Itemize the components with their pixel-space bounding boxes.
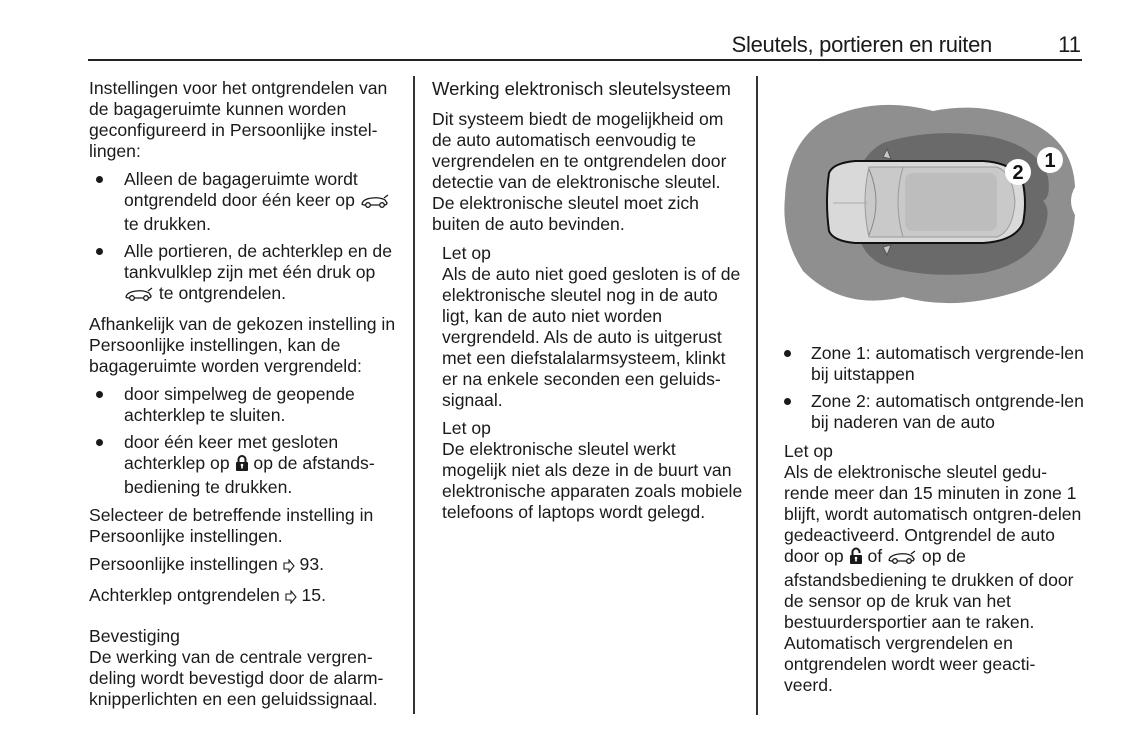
zone-1-label bbox=[1037, 147, 1063, 173]
note-text: De elektronische sleutel werkt mogelijk niet als deze in de buurt van elektronische apparaten zoals mobiele telefoons of laptops wordt gelegd. bbox=[442, 439, 743, 522]
column-divider bbox=[413, 76, 415, 714]
note-text: Als de auto niet goed gesloten is of de elektronische sleutel nog in de auto ligt, kan de auto niet worden vergrendeld. Als de auto is uitgerust met een diefstalalarmsysteem, klinkt er na enkele seconden een geluids-signaal. bbox=[442, 264, 741, 410]
system-intro: Dit systeem biedt de mogelijkheid om de auto automatisch eenvoudig te vergrendelen en te ontgrendelen door detectie van de elektronische sleutel. De elektronische sleutel moet zich buiten de auto bevinden. bbox=[432, 109, 727, 234]
bullet-icon bbox=[96, 439, 103, 446]
reference-link[interactable]: Achterklep ontgrendelen 15. bbox=[89, 585, 401, 609]
page-reference-arrow-icon bbox=[283, 557, 295, 578]
column-divider bbox=[756, 76, 758, 715]
list-item: door één keer met gesloten achterklep op op de afstands-bediening te drukken. bbox=[89, 432, 401, 498]
list-item: door simpelweg de geopende achterklep te sluiten. bbox=[89, 384, 401, 426]
car-tailgate-icon bbox=[124, 286, 154, 307]
column-3 bbox=[784, 343, 1084, 703]
trunk-unlock-intro: Instellingen voor het ontgrendelen van de bagageruimte kunnen worden geconfigureerd in Persoonlijke instel-lingen: bbox=[89, 78, 388, 161]
note-box bbox=[442, 243, 744, 411]
list-item: Alle portieren, de achterklep en de tankvulklep zijn met één druk op te ontgrendelen. bbox=[89, 241, 401, 307]
list-item: Alleen de bagageruimte wordt ontgrendeld door één keer op te drukken. bbox=[89, 169, 401, 235]
bullet-icon bbox=[784, 398, 791, 405]
section-heading: Werking elektronisch sleutelsysteem bbox=[432, 78, 731, 99]
confirmation-text: De werking van de centrale vergren-deling wordt bevestigd door de alarm-knipperlichten en een geluidssignaal. bbox=[89, 647, 384, 709]
select-setting-text: Selecteer de betreffende instelling in Persoonlijke instellingen. bbox=[89, 505, 374, 546]
page-number: 11 bbox=[1058, 32, 1081, 57]
trunk-lock-options bbox=[89, 384, 401, 498]
page-reference-arrow-icon bbox=[285, 588, 297, 609]
list-item: Zone 2: automatisch ontgrende-len bij naderen van de auto bbox=[784, 391, 1084, 433]
section-title: Sleutels, portieren en ruiten bbox=[731, 32, 992, 57]
reference-link[interactable]: Persoonlijke instellingen 93. bbox=[89, 554, 401, 578]
svg-text:1: 1 bbox=[1044, 150, 1056, 172]
header-divider bbox=[88, 59, 1082, 61]
trunk-lock-intro: Afhankelijk van de gekozen instelling in Persoonlijke instellingen, kan de bagageruimte worden vergrendeld: bbox=[89, 314, 396, 376]
list-item: Zone 1: automatisch vergrende-len bij uitstappen bbox=[784, 343, 1084, 385]
car-top-view bbox=[827, 149, 1025, 255]
column-1 bbox=[89, 78, 401, 717]
confirmation-heading: Bevestiging bbox=[89, 626, 180, 646]
car-tailgate-icon bbox=[360, 193, 390, 214]
note-title: Let op bbox=[442, 418, 491, 438]
bullet-icon bbox=[96, 391, 103, 398]
bullet-icon bbox=[96, 248, 103, 255]
lock-closed-icon bbox=[235, 454, 249, 477]
note-box bbox=[442, 418, 744, 523]
column-2 bbox=[432, 78, 744, 530]
detection-zones-figure bbox=[783, 97, 1083, 311]
zone-diagram bbox=[783, 97, 1083, 311]
bullet-icon bbox=[784, 350, 791, 357]
trunk-unlock-options bbox=[89, 169, 401, 307]
note-title: Let op bbox=[442, 243, 491, 263]
note-text: Als de elektronische sleutel gedu-rende meer dan 15 minuten in zone 1 blijft, wordt automatisch ontgren-delen gedeactiveerd. Ontgrendel de auto door op of op de afstandsbediening te drukken of door de sensor op de kruk van het bestuurdersportier aan te raken. Automatisch vergrendelen en ontgrendelen wordt weer geacti-veerd. bbox=[784, 462, 1082, 695]
lock-open-icon bbox=[849, 547, 863, 570]
car-tailgate-icon bbox=[887, 549, 917, 570]
note-title: Let op bbox=[784, 441, 833, 461]
svg-text:2: 2 bbox=[1012, 162, 1024, 184]
bullet-icon bbox=[96, 176, 103, 183]
zone-2-label bbox=[1005, 159, 1031, 185]
zone-list bbox=[784, 343, 1084, 433]
